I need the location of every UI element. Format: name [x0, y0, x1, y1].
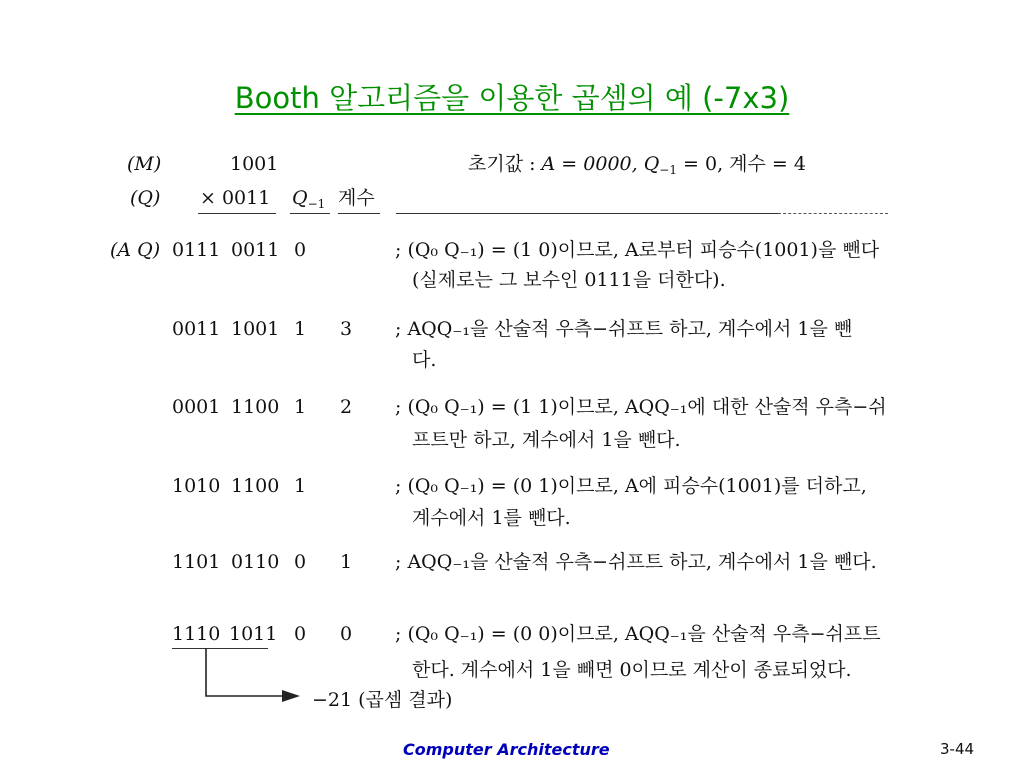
q1-underline	[290, 213, 330, 214]
step-q: 1100	[231, 475, 280, 497]
step-desc-line2: 계수에서 1를 뺀다.	[412, 507, 571, 529]
step-desc-line1: ; (Q₀ Q₋₁) = (0 1)이므로, A에 피승수(1001)를 더하고,	[395, 475, 867, 497]
result-text: −21 (곱셈 결과)	[312, 689, 453, 711]
m-value: 1001	[230, 153, 279, 175]
footer-course: Computer Architecture	[403, 740, 610, 759]
q-minus1-header	[292, 186, 325, 216]
q-value: × 0011	[200, 187, 271, 209]
step-q1: 1	[294, 396, 307, 418]
slide-title-text: Booth 알고리즘을 이용한 곱셈의 예 (-7x3)	[234, 81, 790, 115]
initial-sub: −1	[659, 163, 677, 177]
step-desc-line1: ; (Q₀ Q₋₁) = (1 1)이므로, AQQ₋₁에 대한 산술적 우측−쉬	[395, 396, 887, 418]
count-header: 계수	[338, 187, 375, 209]
initial-prefix: 초기값 :	[468, 153, 542, 175]
step-desc-line1: ; (Q₀ Q₋₁) = (1 0)이므로, A로부터 피승수(1001)을 뺀다	[395, 239, 880, 261]
step-q1: 0	[294, 239, 307, 261]
step-q: 1100	[231, 396, 280, 418]
step-a: 0111	[172, 239, 221, 261]
initial-values	[468, 152, 806, 182]
step-q1: 1	[294, 318, 307, 340]
step-desc-line2: 프트만 하고, 계수에서 1을 뺀다.	[412, 429, 681, 451]
slide-title	[0, 76, 1024, 117]
step-q: 1011	[229, 623, 278, 645]
step-count: 2	[340, 396, 353, 418]
step-desc-line2: (실제로는 그 보수인 0111을 더한다).	[412, 269, 726, 291]
step-q: 1001	[231, 318, 280, 340]
step-count: 3	[340, 318, 353, 340]
q-minus1-sub: −1	[307, 197, 326, 211]
step-count: 1	[340, 551, 353, 573]
step-desc-line2: 다.	[412, 349, 437, 371]
step-a: 0011	[172, 318, 221, 340]
step-q1: 0	[294, 623, 307, 645]
count-underline	[338, 213, 380, 214]
q-minus1-letter: Q	[292, 187, 308, 209]
m-label: (M)	[127, 153, 162, 175]
q-label: (Q)	[130, 187, 161, 209]
desc-underline	[396, 213, 778, 214]
step-a: 1010	[172, 475, 221, 497]
step-count: 0	[340, 623, 353, 645]
step-q: 0110	[231, 551, 280, 573]
step-desc-line2: 한다. 계수에서 1을 빼면 0이므로 계산이 종료되었다.	[412, 659, 852, 681]
footer-page-number: 3-44	[940, 740, 975, 758]
step-q: 0011	[231, 239, 280, 261]
aq-label: (A Q)	[110, 239, 161, 261]
step-a: 1101	[172, 551, 221, 573]
initial-text: A = 0000, Q	[541, 153, 660, 175]
step-q1: 1	[294, 475, 307, 497]
step-desc-line1: ; (Q₀ Q₋₁) = (0 0)이므로, AQQ₋₁을 산술적 우측−쉬프트	[395, 623, 881, 645]
step-desc-line1: ; AQQ₋₁을 산술적 우측−쉬프트 하고, 계수에서 1을 뺀다.	[395, 551, 877, 573]
desc-underline-dashed	[778, 213, 888, 214]
step-a: 1110	[172, 623, 221, 645]
initial-rest: = 0, 계수 = 4	[676, 153, 806, 175]
operand-underline	[198, 213, 276, 214]
result-arrow	[196, 646, 308, 706]
step-desc-line1: ; AQQ₋₁을 산술적 우측−쉬프트 하고, 계수에서 1을 뺀	[395, 318, 853, 340]
step-a: 0001	[172, 396, 221, 418]
step-q1: 0	[294, 551, 307, 573]
